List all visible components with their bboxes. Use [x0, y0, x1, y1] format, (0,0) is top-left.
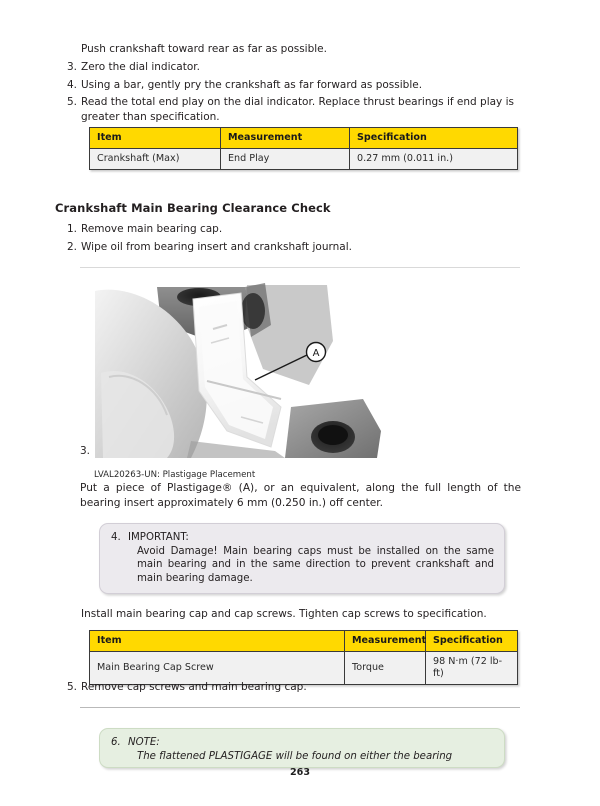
- list-item: [67, 95, 529, 124]
- list-item-text: Read the total end play on the dial indicator. Replace thrust bearings if end play is greater than specification.: [81, 96, 514, 123]
- callout-a-label: A: [312, 348, 320, 359]
- list-item: [67, 680, 529, 695]
- list-item-number: 5.: [67, 96, 78, 109]
- section-step-list: [67, 222, 529, 257]
- note-callout-box: [99, 728, 505, 768]
- table-header-cell: Specification: [426, 631, 518, 652]
- list-item-number: 3.: [67, 61, 78, 73]
- table-row: [90, 149, 518, 170]
- figure-caption: LVAL20263-UN: Plastigage Placement: [94, 470, 256, 480]
- table-header-cell: Measurement: [221, 128, 350, 149]
- lead-paragraph: Push crankshaft toward rear as far as possible.: [81, 43, 327, 55]
- list-item: [67, 222, 529, 237]
- list-item-number: 1.: [67, 223, 78, 235]
- callout-label: NOTE:: [128, 737, 160, 748]
- list-item-text: Remove cap screws and main bearing cap.: [81, 681, 307, 693]
- list-item-number: 5.: [67, 681, 78, 693]
- table-header-row: [90, 128, 518, 149]
- divider-above-note: [80, 707, 520, 708]
- table-header-row: [90, 631, 518, 652]
- table-cell: Crankshaft (Max): [90, 149, 221, 170]
- table-cell: End Play: [221, 149, 350, 170]
- torque-spec-table: [89, 630, 518, 685]
- end-play-spec-table: [89, 127, 518, 170]
- table-header-cell: Item: [90, 128, 221, 149]
- bearing-photo-illustration: [95, 281, 395, 458]
- figure-step-number: 3.: [80, 445, 91, 457]
- list-item-number: 4.: [67, 78, 78, 91]
- callout-text: Avoid Damage! Main bearing caps must be installed on the same main bearing and in the same direction to prevent crankshaft and main bearing damage.: [137, 545, 494, 584]
- list-item: [67, 78, 529, 93]
- table-header-cell: Item: [90, 631, 345, 652]
- list-item-number: 2.: [67, 240, 78, 253]
- install-paragraph: Install main bearing cap and cap screws. Tighten cap screws to specification.: [81, 608, 487, 620]
- list-item-text: Wipe oil from bearing insert and crankshaft journal.: [81, 240, 352, 253]
- step5-list: [67, 680, 529, 698]
- callout-number: 4.: [111, 532, 121, 543]
- callout-text: The flattened PLASTIGAGE will be found on either the bearing: [137, 750, 453, 762]
- table-header-cell: Measurement: [345, 631, 426, 652]
- step3-paragraph: Put a piece of Plastigage® (A), or an equivalent, along the full length of the bearing insert approximately 6 mm (0.250 in.) off center.: [80, 482, 521, 509]
- callout-number: 6.: [111, 737, 121, 748]
- list-item-text: Remove main bearing cap.: [81, 223, 223, 235]
- intro-step-list: [67, 60, 529, 127]
- table-cell: 0.27 mm (0.011 in.): [350, 149, 518, 170]
- list-item-text: Zero the dial indicator.: [81, 61, 200, 73]
- divider-above-figure: [80, 267, 520, 268]
- list-item-text: Using a bar, gently pry the crankshaft as far forward as possible.: [81, 78, 423, 91]
- table-header-cell: Specification: [350, 128, 518, 149]
- important-callout-box: [99, 523, 505, 594]
- list-item: [67, 60, 529, 75]
- callout-label: IMPORTANT:: [128, 532, 189, 543]
- section-heading: Crankshaft Main Bearing Clearance Check: [55, 201, 331, 215]
- table-cell: Main Bearing Cap Screw: [90, 652, 345, 685]
- table-cell: 98 N·m (72 lb-ft): [426, 652, 518, 685]
- plastigage-placement-figure: [95, 281, 395, 458]
- table-cell: Torque: [345, 652, 426, 685]
- list-item: [67, 240, 529, 255]
- page-number: 263: [289, 767, 311, 778]
